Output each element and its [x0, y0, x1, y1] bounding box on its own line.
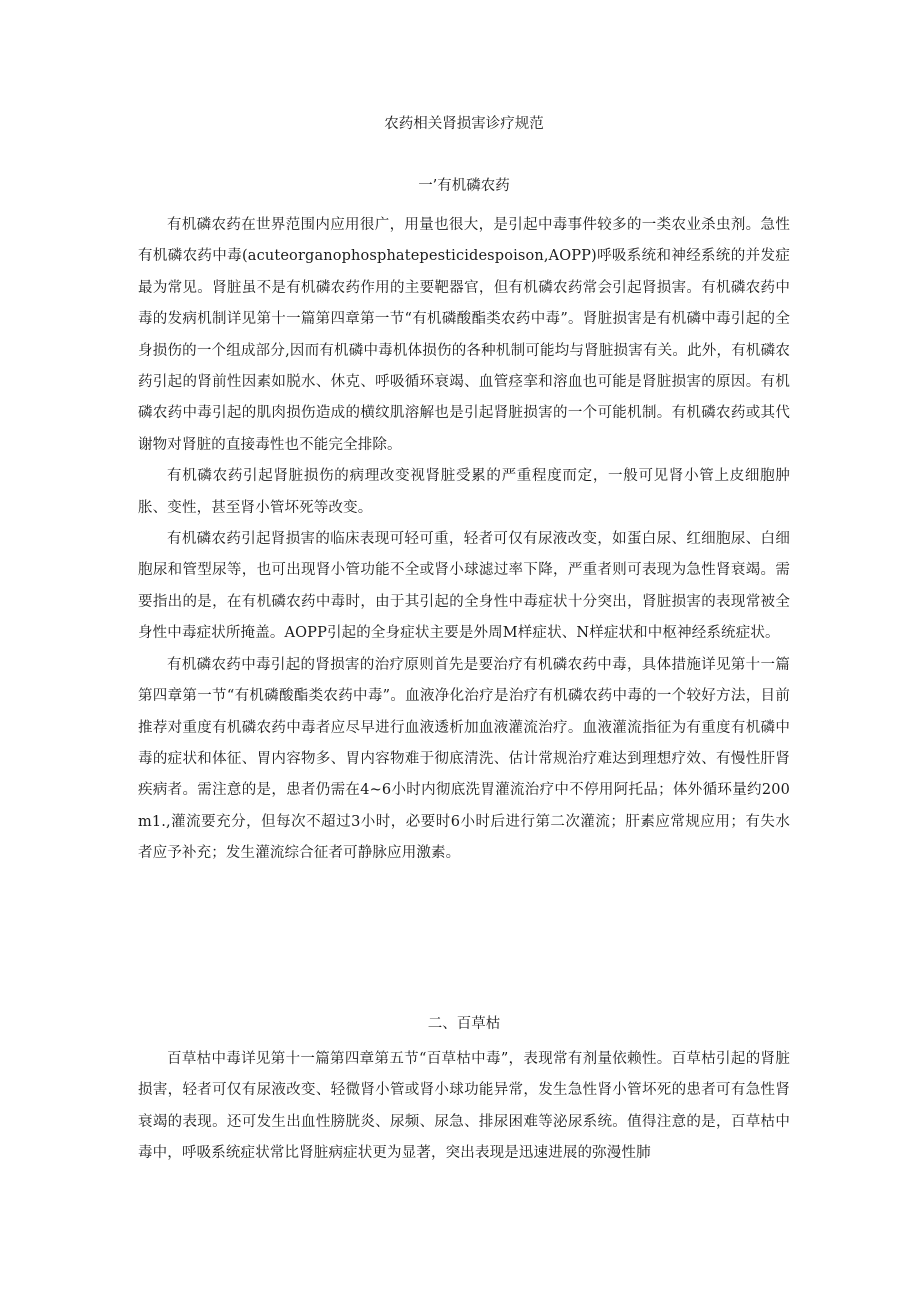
paragraph: 有机磷农药在世界范围内应用很广，用量也很大，是引起中毒事件较多的一类农业杀虫剂。急性有机磷农药中毒(acuteorganophosphatepesticidespoison,AOPP)呼吸系统和神经系统的并发症最为常见。肾脏虽不是有机磷农药作用的主要靶器官，但有机磷农药常会引起肾损害。有机磷农药中毒的发病机制详见第十一篇第四章第一节“有机磷酸酯类农药中毒”。肾脏损害是有机磷中毒引起的全身损伤的一个组成部分,因而有机磷中毒机体损伤的各种机制可能均与肾脏损害有关。此外，有机磷农药引起的肾前性因素如脱水、休克、呼吸循环衰竭、血管痉挛和溶血也可能是肾脏损害的原因。有机磷农药中毒引起的肌肉损伤造成的横纹肌溶解也是引起肾脏损害的一个可能机制。有机磷农药或其代谢物对肾脏的直接毒性也不能完全排除。 [138, 217, 790, 453]
paragraph: 有机磷农药中毒引起的肾损害的治疗原则首先是要治疗有机磷农药中毒，具体措施详见第十一篇第四章第一节“有机磷酸酯类农药中毒”。血液净化治疗是治疗有机磷农药中毒的一个较好方法，目前推荐对重度有机磷农药中毒者应尽早进行血液透析加血液灌流治疗。血液灌流指征为有重度有机磷中毒的症状和体征、胃内容物多、胃内容物难于彻底清洗、估计常规治疗难达到理想疗效、有慢性肝肾疾病者。需注意的是，患者仍需在4~6小时内彻底洗胃灌流治疗中不停用阿托品；体外循环量约200m1.,灌流要充分，但每次不超过3小时，必要时6小时后进行第二次灌流；肝素应常规应用；有失水者应予补充；发生灌流综合征者可静脉应用激素。 [138, 656, 790, 862]
paragraph: 有机磷农药引起肾损害的临床表现可轻可重，轻者可仅有尿液改变，如蛋白尿、红细胞尿、白细胞尿和管型尿等，也可出现肾小管功能不全或肾小球滤过率下降，严重者则可表现为急性肾衰竭。需要指出的是，在有机磷农药中毒时，由于其引起的全身性中毒症状十分突出，肾脏损害的表现常被全身性中毒症状所掩盖。AOPP引起的全身症状主要是外周M样症状、N样症状和中枢神经系统症状。 [138, 531, 790, 642]
paragraph: 百草枯中毒详见第十一篇第四章第五节“百草枯中毒”，表现常有剂量依赖性。百草枯引起的肾脏损害，轻者可仅有尿液改变、轻微肾小管或肾小球功能异常，发生急性肾小管坏死的患者可有急性肾衰竭的表现。还可发生出血性膀胱炎、尿频、尿急、排尿困难等泌尿系统。值得注意的是，百草枯中毒中，呼吸系统症状常比肾脏病症状更为显著，突出表现是迅速进展的弥漫性肺 [138, 1051, 790, 1162]
section-body-organophosphorus [138, 210, 790, 870]
section-heading-paraquat: 二、百草枯 [427, 1016, 501, 1032]
document-title: 农药相关肾损害诊疗规范 [384, 116, 544, 132]
section-heading-organophosphorus: 一’有机磷农药 [418, 178, 510, 194]
section-body-paraquat [138, 1044, 790, 1170]
paragraph: 有机磷农药引起肾脏损伤的病理改变视肾脏受累的严重程度而定，一般可见肾小管上皮细胞肿胀、变性，甚至肾小管坏死等改变。 [138, 468, 790, 516]
